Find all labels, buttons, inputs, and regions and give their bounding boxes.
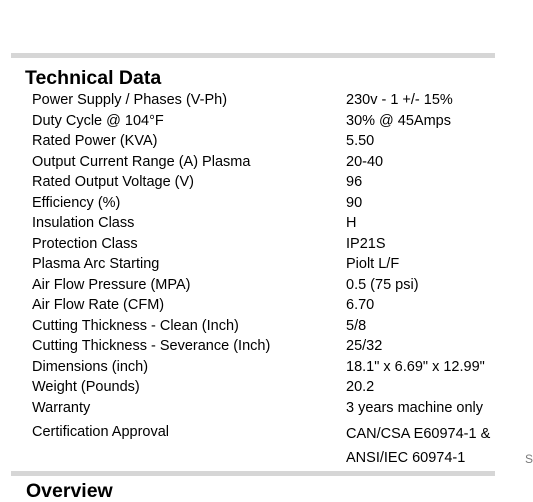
spec-value: CAN/CSA E60974-1 & ANSI/IEC 60974-1 [346,426,491,466]
spec-row [32,152,512,173]
spec-label: Efficiency (%) [32,194,121,211]
spec-value: 5.50 [346,133,375,149]
spec-row [32,336,512,357]
spec-value: Piolt L/F [346,256,400,272]
spec-row [32,172,512,193]
spec-label: Cutting Thickness - Clean (Inch) [32,317,239,334]
spec-label: Certification Approval [32,424,170,440]
cropped-edge-text: S [525,452,533,466]
spec-value: 20-40 [346,153,384,170]
spec-label: Air Flow Rate (CFM) [32,297,165,313]
overview-heading: Overview [26,480,113,502]
spec-table [32,90,512,470]
spec-row [32,111,512,132]
spec-row [32,418,512,470]
spec-value: IP21S [346,235,386,252]
spec-row [32,398,512,419]
spec-value: 20.2 [346,379,375,395]
spec-label: Protection Class [32,235,138,252]
spec-label: Duty Cycle @ 104°F [32,112,164,129]
spec-value: 25/32 [346,338,383,354]
spec-label: Power Supply / Phases (V-Ph) [32,92,228,108]
spec-label: Insulation Class [32,215,135,231]
spec-row [32,234,512,255]
section-title: Technical Data [25,67,162,89]
spec-label: Air Flow Pressure (MPA) [32,276,191,293]
spec-row [32,193,512,214]
spec-value: 230v - 1 +/- 15% [346,92,453,108]
spec-row [32,316,512,337]
spec-row [32,90,512,111]
spec-row [32,213,512,234]
spec-label: Weight (Pounds) [32,379,140,395]
spec-value: 30% @ 45Amps [346,112,451,129]
spec-row [32,254,512,275]
bottom-divider [11,471,495,476]
spec-label: Cutting Thickness - Severance (Inch) [32,338,271,354]
spec-row [32,131,512,152]
spec-value: 0.5 (75 psi) [346,276,419,293]
spec-label: Output Current Range (A) Plasma [32,153,251,170]
spec-value: 5/8 [346,317,367,334]
spec-value: 18.1" x 6.69" x 12.99" [346,358,485,375]
spec-row [32,377,512,398]
spec-value: 90 [346,194,363,211]
spec-label: Plasma Arc Starting [32,256,160,272]
spec-row [32,357,512,378]
spec-label: Rated Output Voltage (V) [32,174,195,190]
top-divider [11,53,495,58]
spec-row [32,275,512,296]
spec-value: H [346,215,357,231]
spec-value: 96 [346,174,363,190]
spec-value: 6.70 [346,297,375,313]
spec-label: Dimensions (inch) [32,358,149,375]
spec-label: Rated Power (KVA) [32,133,158,149]
spec-label: Warranty [32,399,91,416]
spec-row [32,295,512,316]
spec-value: 3 years machine only [346,399,484,416]
